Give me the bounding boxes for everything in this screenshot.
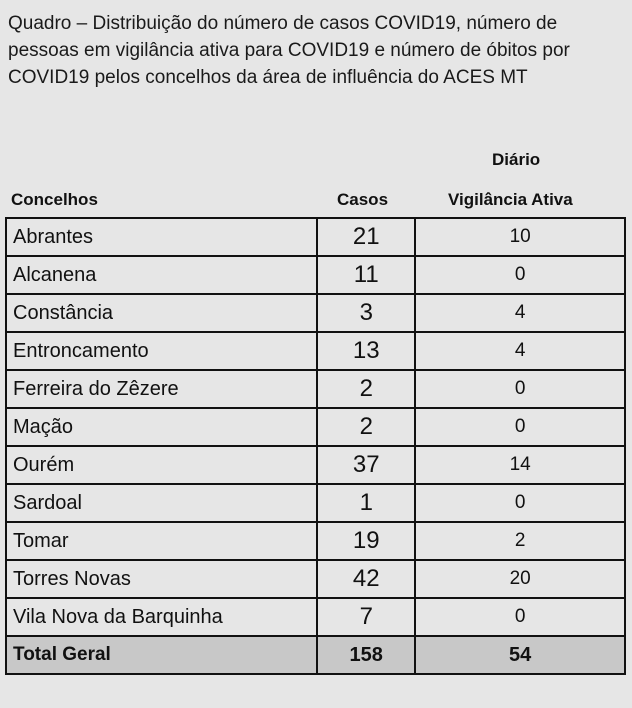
cell-vigilancia: 0 (415, 256, 625, 294)
cell-vigilancia: 20 (415, 560, 625, 598)
cell-vigilancia: 4 (415, 332, 625, 370)
cell-concelho: Mação (6, 408, 317, 446)
cell-casos: 21 (317, 218, 415, 256)
cell-concelho: Abrantes (6, 218, 317, 256)
total-label: Total Geral (6, 636, 317, 674)
cell-casos: 3 (317, 294, 415, 332)
cell-vigilancia: 2 (415, 522, 625, 560)
cell-vigilancia: 0 (415, 598, 625, 636)
total-casos: 158 (317, 636, 415, 674)
cell-casos: 13 (317, 332, 415, 370)
cell-concelho: Entroncamento (6, 332, 317, 370)
header-casos: Casos (337, 190, 389, 209)
cell-casos: 19 (317, 522, 415, 560)
table-caption: Quadro – Distribuição do número de casos COVID19, número de pessoas em vigilância ativa para COVID19 e número de óbitos por COVID19 pelos concelhos da área de influência do ACES MT (8, 13, 570, 88)
header-vigilancia: Vigilância Ativa (448, 190, 573, 209)
table-row (6, 598, 625, 636)
total-vigilancia: 54 (415, 636, 625, 674)
cell-casos: 1 (317, 484, 415, 522)
header-diario: Diário (492, 150, 541, 169)
cell-vigilancia: 10 (415, 218, 625, 256)
cell-casos: 11 (317, 256, 415, 294)
cell-casos: 2 (317, 408, 415, 446)
table-row (6, 256, 625, 294)
table-row (6, 484, 625, 522)
table-row (6, 522, 625, 560)
cell-vigilancia: 4 (415, 294, 625, 332)
cell-concelho: Torres Novas (6, 560, 317, 598)
table-row (6, 560, 625, 598)
cell-concelho: Sardoal (6, 484, 317, 522)
cell-casos: 37 (317, 446, 415, 484)
table-row (6, 218, 625, 256)
cell-vigilancia: 0 (415, 408, 625, 446)
table-row (6, 370, 625, 408)
cell-concelho: Tomar (6, 522, 317, 560)
cell-casos: 7 (317, 598, 415, 636)
cell-concelho: Constância (6, 294, 317, 332)
cell-casos: 42 (317, 560, 415, 598)
cell-vigilancia: 14 (415, 446, 625, 484)
header-concelhos: Concelhos (11, 190, 98, 209)
table-row (6, 294, 625, 332)
cases-table (5, 217, 626, 675)
total-row (6, 636, 625, 674)
cell-casos: 2 (317, 370, 415, 408)
cell-concelho: Ourém (6, 446, 317, 484)
cell-concelho: Ferreira do Zêzere (6, 370, 317, 408)
cell-vigilancia: 0 (415, 484, 625, 522)
table-row (6, 408, 625, 446)
cell-concelho: Alcanena (6, 256, 317, 294)
cell-vigilancia: 0 (415, 370, 625, 408)
table-row (6, 332, 625, 370)
cell-concelho: Vila Nova da Barquinha (6, 598, 317, 636)
table-row (6, 446, 625, 484)
